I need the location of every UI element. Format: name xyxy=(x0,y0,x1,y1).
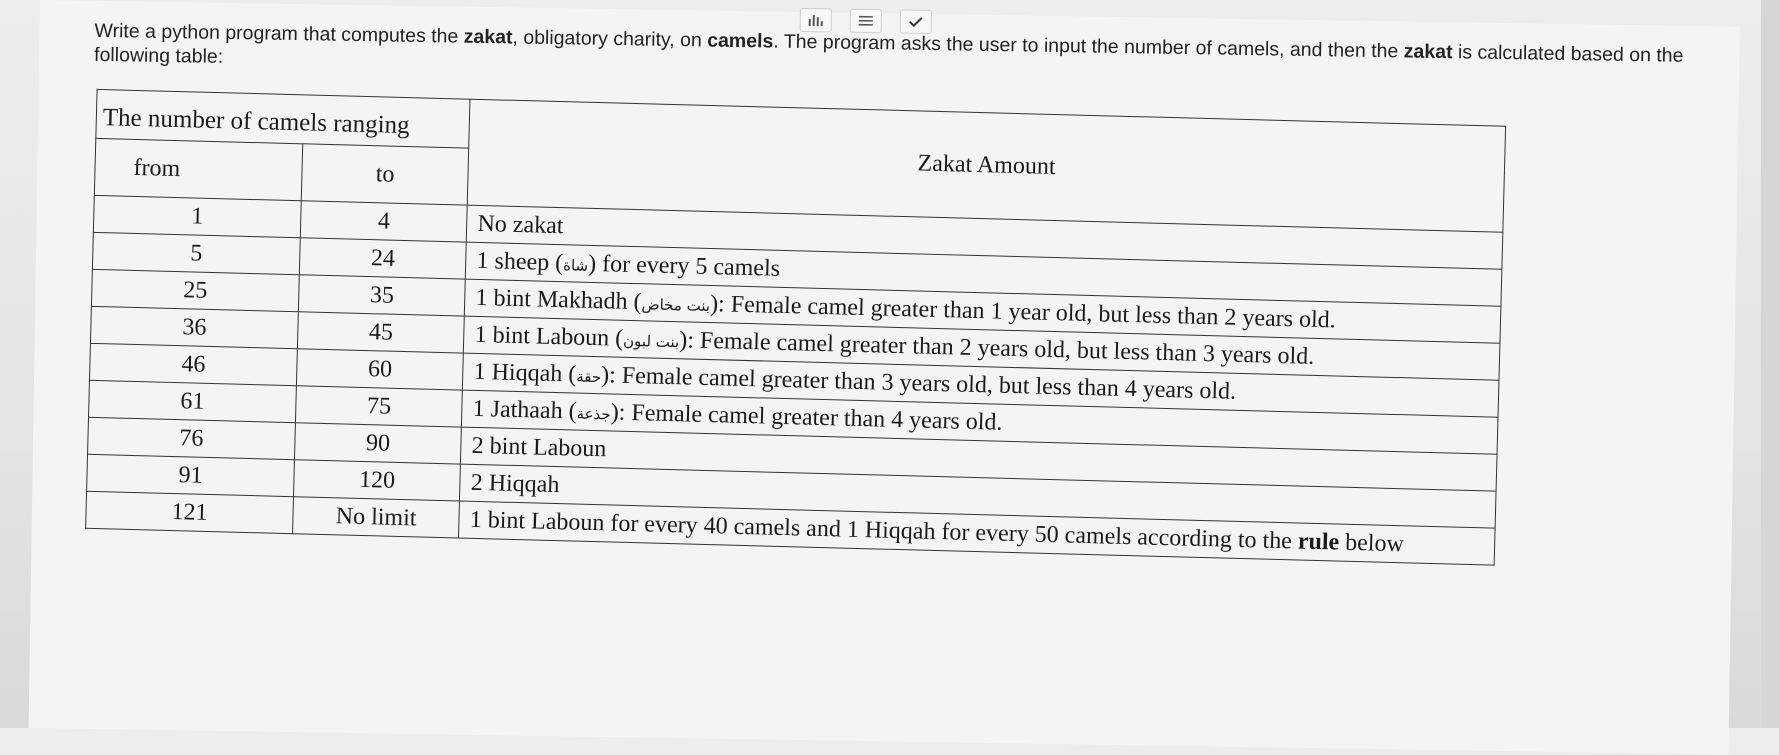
list-icon[interactable] xyxy=(850,9,882,33)
cell-from: 91 xyxy=(87,454,295,496)
cell-from: 25 xyxy=(91,269,299,311)
header-zakat-amount: Zakat Amount xyxy=(468,99,1506,232)
zakat-table xyxy=(85,89,1506,566)
spellcheck-icon[interactable] xyxy=(900,10,932,34)
cell-from: 76 xyxy=(88,417,296,459)
cell-from: 121 xyxy=(86,491,294,533)
header-range: The number of camels ranging xyxy=(96,89,470,148)
question-part-4: is calculated based on the following table: xyxy=(93,41,1684,68)
arabic-term: بنت مخاض xyxy=(641,294,711,315)
document-page xyxy=(29,0,1740,755)
amount-text-tail: ) for every 5 camels xyxy=(587,250,781,282)
cell-to: 120 xyxy=(294,460,461,501)
amount-text-tail: ): Female camel greater than 4 years old. xyxy=(610,398,1003,436)
question-camels-bold: camels xyxy=(707,29,774,53)
cell-to: No limit xyxy=(293,497,460,538)
amount-text: 1 bint Laboun for every 40 camels and 1 Hiqqah for every 50 camels according to the xyxy=(469,506,1299,554)
header-to: to xyxy=(301,144,469,205)
cell-to: 4 xyxy=(300,201,467,242)
amount-text: 1 Jathaah ( xyxy=(472,395,577,425)
cell-to: 90 xyxy=(294,423,461,464)
page-edge-shadow xyxy=(1761,0,1779,728)
amount-text: No zakat xyxy=(477,210,564,239)
cell-from: 1 xyxy=(93,195,301,237)
cell-from: 61 xyxy=(89,380,297,422)
amount-text-tail: below xyxy=(1338,529,1405,557)
cell-to: 24 xyxy=(299,238,466,279)
amount-text: 1 Hiqqah ( xyxy=(473,358,577,388)
question-zakat-bold-2: zakat xyxy=(1403,40,1453,64)
cell-from: 36 xyxy=(90,306,298,348)
cell-from: 5 xyxy=(92,232,300,274)
cell-to: 75 xyxy=(295,386,462,427)
amount-text-tail: ): Female camel greater than 1 year old, but less than 2 years old. xyxy=(709,290,1337,333)
cell-to: 35 xyxy=(298,275,465,316)
amount-text: 1 bint Makhadh ( xyxy=(475,284,642,315)
amount-text: 1 bint Laboun ( xyxy=(474,321,624,352)
arabic-term: بنت لبون xyxy=(622,331,680,351)
question-zakat-bold: zakat xyxy=(463,25,513,49)
header-from: from xyxy=(94,138,302,200)
question-part-1: Write a python program that computes the xyxy=(94,19,464,48)
amount-text: 1 sheep ( xyxy=(476,247,564,276)
amount-text: 2 bint Laboun xyxy=(471,432,607,462)
cell-to: 60 xyxy=(296,349,463,390)
arabic-term: حقة xyxy=(576,367,602,386)
amount-text: 2 Hiqqah xyxy=(470,469,560,498)
amount-text-tail: ): Female camel greater than 3 years old, but less than 4 years old. xyxy=(600,361,1237,405)
rule-word-bold: rule xyxy=(1297,528,1340,556)
amount-text-tail: ): Female camel greater than 2 years old, but less than 3 years old. xyxy=(678,326,1315,370)
cell-to: 45 xyxy=(297,312,464,353)
question-part-2: , obligatory charity, on xyxy=(512,26,708,52)
cell-from: 46 xyxy=(89,343,297,385)
arabic-term: شاة xyxy=(562,255,589,275)
question-part-3: . The program asks the user to input the number of camels, and then the xyxy=(773,30,1404,63)
chart-icon[interactable] xyxy=(800,8,832,32)
arabic-term: جذعة xyxy=(576,404,611,423)
